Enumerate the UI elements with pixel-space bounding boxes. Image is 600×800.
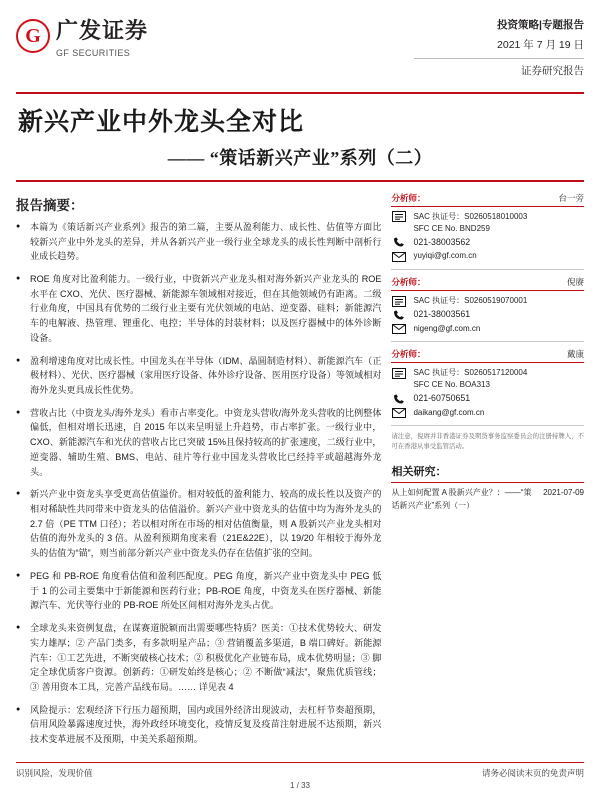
analyst-mail-row: [391, 407, 584, 419]
analyst-role-row: [391, 348, 584, 363]
phone-icon: [391, 393, 407, 405]
list-item[interactable]: [391, 487, 584, 513]
title-band: [16, 92, 584, 182]
page-footer: [16, 762, 584, 790]
analyst-sfc: SFC CE No. BND259: [413, 223, 490, 233]
analyst-sac: SAC 执证号：S0260519070001: [413, 295, 528, 305]
header-meta: [414, 14, 584, 82]
analyst-phone: 021-38003562: [413, 236, 471, 247]
report-category: 投资策略|专题报告: [497, 19, 584, 31]
gf-logo-icon: G: [16, 19, 50, 53]
analyst-column: [391, 192, 584, 755]
mail-icon: [391, 323, 407, 335]
related-research-text: 从上如何配置 A 股新兴产业？：——“策话新兴产业”系列（一）: [391, 487, 532, 510]
analyst-email: nigeng@gf.com.cn: [413, 323, 481, 333]
analyst-role-row: [391, 276, 584, 291]
analyst-registration-note: 请注意，倪赓并非香港证券及期货事务监察委员会的注册持牌人，不可在香港从事受监管活动。: [391, 433, 584, 450]
analyst-credentials: [391, 295, 584, 307]
footer-left-text: 识别风险，发现价值: [16, 768, 93, 778]
page-number: 1 / 33: [289, 781, 310, 790]
analyst-name: 倪赓: [566, 276, 584, 287]
analyst-email: yuyiqi@gf.com.cn: [413, 251, 477, 261]
list-item: ● 盈利增速角度对比成长性。中国龙头在半导体（IDM、晶圆制造材料）、新能源汽车（正极材料）、光伏、医疗器械（家用医疗设备、体外诊疗设备、医用医疗设备）等领域相对海外龙头更具成长性优势。: [16, 354, 381, 398]
certificate-icon: [391, 295, 407, 307]
phone-icon: [391, 237, 407, 249]
list-item: ● 新兴产业中资龙头享受更高估值溢价。相对较低的盈利能力、较高的成长性以及资产的相对稀缺性共同带来中资龙头的估值溢价。新兴产业中资龙头的估值中均为海外龙头的 2.7 倍（PE TTM 口径）；若以相对所在市场的相对估值衡量，则 A 股新兴产业龙头相对估值的海外龙头的 3 倍。从盈利预期角度来看（21E&22E），以 19/20 年相较于海外龙头的估值为“锚”，则当前部分新兴产业中资龙头仍存在估值扩张的空间。: [16, 487, 381, 561]
summary-heading: 报告摘要：: [16, 197, 84, 213]
analyst-credentials: [391, 211, 584, 235]
report-date: 2021 年 7 月 19 日: [497, 38, 584, 51]
page-header: [16, 14, 584, 88]
analyst-role-row: [391, 192, 584, 207]
summary-column: [16, 192, 381, 755]
report-type: 证券研究报告: [521, 64, 584, 77]
related-research-date: 2021-07-09: [543, 487, 584, 497]
analyst-role-label: 分析师：: [391, 192, 426, 203]
page-title: 新兴产业中外龙头全对比: [18, 108, 305, 136]
analyst-phone: 021-60750651: [413, 393, 471, 404]
list-item: ● 风险提示：宏观经济下行压力超预期，国内或国外经济出现波动，去杠杆节奏超预期，信用风险暴露速度过快，海外政经环境变化，疫情反复及疫苗注射进展不达预期，新兴技术变革进展不及预期，中美关系超预期。: [16, 703, 381, 747]
summary-list: [16, 220, 381, 747]
footer-right-text: 请务必阅读末页的免责声明: [481, 768, 584, 778]
analyst-card: [391, 276, 584, 342]
certificate-icon: [391, 211, 407, 223]
analyst-email: daikang@gf.com.cn: [413, 407, 485, 417]
list-item: ● 本篇为《策话新兴产业系列》报告的第二篇，主要从盈利能力、成长性、估值等方面比较新兴产业中外龙头的差异，并从各新兴产业一级行业全球龙头的成长性判断中剖析行业成长趋势。: [16, 220, 381, 264]
analyst-role-label: 分析师：: [391, 349, 426, 360]
analyst-card: [391, 192, 584, 270]
analyst-mail-row: [391, 250, 584, 262]
analyst-sfc: SFC CE No. BOA313: [413, 380, 490, 390]
list-item: ● 营收占比（中资龙头/海外龙头）看市占率变化。中资龙头营收/海外龙头营收的比例整体偏低，但相对增长迅速，自 2015 年以来呈明显上升趋势，市占率扩张。一级行业中，CXO、新能源汽车和光伏的营收占比已突破 15%且保持较高的扩张速度，二级行业中，逆变器、辅助生殖、BMS、电站、硅片等行业中国龙头营收比已经持平或超越海外龙头。: [16, 406, 381, 480]
analyst-phone: 021-38003561: [413, 309, 471, 320]
certificate-icon: [391, 367, 407, 379]
analyst-phone-row: [391, 236, 584, 250]
related-research-heading: 相关研究：: [391, 463, 584, 483]
analyst-phone-row: [391, 392, 584, 406]
brand-logo: [16, 14, 148, 58]
analyst-role-label: 分析师：: [391, 276, 426, 287]
brand-name-en: GF SECURITIES: [56, 48, 131, 58]
content-columns: [16, 192, 584, 755]
list-item: ● 全球龙头来资例复盘，在谋赛道脱颖而出需要哪些特质？医美：①技术优势较大、研发实力雄厚；② 产品门类多，有多款明星产品；③ 营销覆盖多渠道，B 端口碑好。新能源汽车：①工艺先进，不断突破核心技术；② 积极优化产业链布局，成本优势明显；③ 脚定全球优质客户资源。创新药：①研发始终是核心；② 不断做“减法”，聚焦优质管线；③ 善用资本工具，完善产品线布局。…… 详见表 4: [16, 621, 381, 695]
brand-name-cn: 广发证券: [56, 18, 149, 43]
analyst-card: [391, 348, 584, 426]
analyst-phone-row: [391, 308, 584, 322]
phone-icon: [391, 309, 407, 321]
analyst-credentials: [391, 367, 584, 391]
footer-divider: [16, 762, 584, 763]
analyst-mail-row: [391, 323, 584, 335]
page-subtitle: —— “策话新兴产业”系列（二）: [167, 147, 433, 168]
analyst-name: 戴康: [566, 349, 584, 360]
analyst-sac: SAC 执证号：S0260518010003: [413, 211, 528, 221]
mail-icon: [391, 407, 407, 419]
analyst-sac: SAC 执证号：S0260517120004: [413, 368, 528, 378]
list-item: ● PEG 和 PB-ROE 角度看估值和盈利匹配度。PEG 角度，新兴产业中资龙头中 PEG 低于 1 的公司主要集中于新能源和医药行业；PB-ROE 角度，中资龙头在医疗器械、新能源汽车、光伏等行业的 PB-ROE 所处区间相对海外龙头占优。: [16, 569, 381, 613]
mail-icon: [391, 251, 407, 263]
header-divider: [414, 58, 584, 59]
analyst-name: 台一旁: [558, 192, 584, 203]
list-item: ● ROE 角度对比盈利能力。一级行业，中资新兴产业龙头相对海外新兴产业龙头的 ROE 水平在 CXO、光伏、医疗器械、新能源车领域相对接近，但在其他领域仍有距离。二级行业角度，中国具有优势的二级行业主要有光伏领域的电站、逆变器、硅料；新能源汽车的电解液、热管理、锂重化、电控；半导体的封装材料；以及医疗器械中的体外诊断设备。: [16, 272, 381, 346]
